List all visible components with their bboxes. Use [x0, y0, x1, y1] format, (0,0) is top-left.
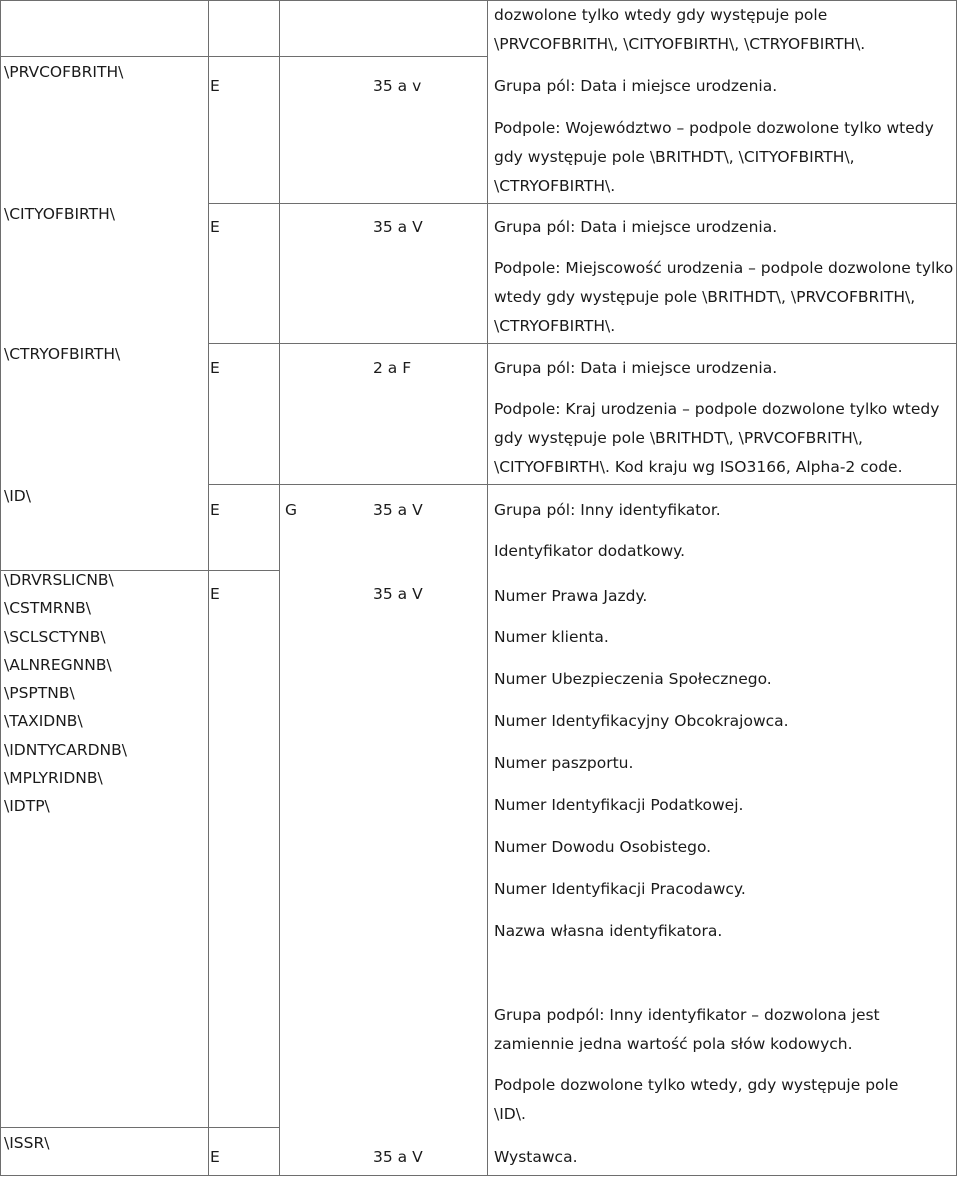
subfield-description: Numer Identyfikacyjny Obcokrajowca. [494, 712, 789, 730]
group-note-line: Grupa podpól: Inny identyfikator – dozwolona jest [494, 1006, 880, 1024]
subfield-description: Numer Ubezpieczenia Społecznego. [494, 670, 772, 688]
field-code: \ID\ [4, 487, 31, 505]
row-border [0, 56, 488, 57]
subfield-code: \IDTP\ [4, 797, 50, 815]
row-border [208, 203, 957, 204]
field-description: Podpole: Kraj urodzenia – podpole dozwolone tylko wtedy gdy występuje pole \BRITHDT\, \PRVCOFBRITH\, \CITYOFBIRTH\. Kod kraju wg ISO3166, Alpha-2 code. [494, 400, 940, 476]
continued-description-line: dozwolone tylko wtedy gdy występuje pole [494, 6, 828, 24]
field-code: \ISSR\ [4, 1134, 50, 1152]
group-note-line: \ID\. [494, 1105, 526, 1123]
subfield-code: \TAXIDNB\ [4, 712, 83, 730]
row-border [0, 1175, 957, 1176]
subfield-description: Numer paszportu. [494, 754, 634, 772]
field-format: 35 a V [373, 1148, 423, 1166]
field-code: \PRVCOFBRITH\ [4, 63, 124, 81]
field-format: 35 a V [373, 218, 423, 236]
continued-description-line: \PRVCOFBRITH\, \CITYOFBIRTH\, \CTRYOFBIRTH\. [494, 35, 866, 53]
field-group-flag: G [285, 501, 298, 519]
subfield-description: Nazwa własna identyfikatora. [494, 922, 723, 940]
subfield-code: \IDNTYCARDNB\ [4, 741, 127, 759]
field-status: E [210, 218, 220, 236]
subfield-code: \SCLSCTYNB\ [4, 628, 106, 646]
field-status: E [210, 1148, 220, 1166]
subfield-status: E [210, 585, 220, 603]
border-left [0, 0, 1, 1176]
row-border [0, 1127, 280, 1128]
field-description: Wystawca. [494, 1148, 578, 1166]
group-note-line: Podpole dozwolone tylko wtedy, gdy występuje pole [494, 1076, 899, 1094]
subfield-code: \ALNREGNNB\ [4, 656, 112, 674]
row-border [208, 343, 957, 344]
subfield-format: 35 a V [373, 585, 423, 603]
subfield-description: Numer Identyfikacji Podatkowej. [494, 796, 744, 814]
subfield-description: Numer Prawa Jazdy. [494, 587, 648, 605]
column-divider [208, 0, 209, 1176]
field-status: E [210, 501, 220, 519]
field-description: Podpole: Województwo – podpole dozwolone tylko wtedy gdy występuje pole \BRITHDT\, \CITYOFBIRTH\, \CTRYOFBIRTH\. [494, 119, 934, 195]
field-group: Grupa pól: Data i miejsce urodzenia. [494, 359, 778, 377]
field-status: E [210, 359, 220, 377]
field-group: Grupa pól: Inny identyfikator. [494, 501, 721, 519]
subfield-code: \MPLYRIDNB\ [4, 769, 103, 787]
field-status: E [210, 77, 220, 95]
subfield-description: Numer Identyfikacji Pracodawcy. [494, 880, 746, 898]
field-code: \CTRYOFBIRTH\ [4, 345, 121, 363]
field-format: 35 a v [373, 77, 422, 95]
field-description: Podpole: Miejscowość urodzenia – podpole dozwolone tylko wtedy gdy występuje pole \BRITHDT\, \PRVCOFBRITH\, \CTRYOFBIRTH\. [494, 259, 954, 335]
field-format: 35 a V [373, 501, 423, 519]
row-border [208, 484, 957, 485]
field-group: Grupa pól: Data i miejsce urodzenia. [494, 77, 778, 95]
field-description: Identyfikator dodatkowy. [494, 542, 686, 560]
border-right [956, 0, 957, 1176]
subfield-code: \CSTMRNB\ [4, 599, 91, 617]
subfield-code: \PSPTNB\ [4, 684, 75, 702]
column-divider [487, 0, 488, 1176]
column-divider [279, 0, 280, 1176]
field-group: Grupa pól: Data i miejsce urodzenia. [494, 218, 778, 236]
subfield-description: Numer klienta. [494, 628, 609, 646]
field-format: 2 a F [373, 359, 412, 377]
row-border [0, 0, 957, 1]
group-note-line: zamiennie jedna wartość pola słów kodowych. [494, 1035, 853, 1053]
subfield-description: Numer Dowodu Osobistego. [494, 838, 712, 856]
subfield-code: \DRVRSLICNB\ [4, 571, 114, 589]
field-code: \CITYOFBIRTH\ [4, 205, 116, 223]
